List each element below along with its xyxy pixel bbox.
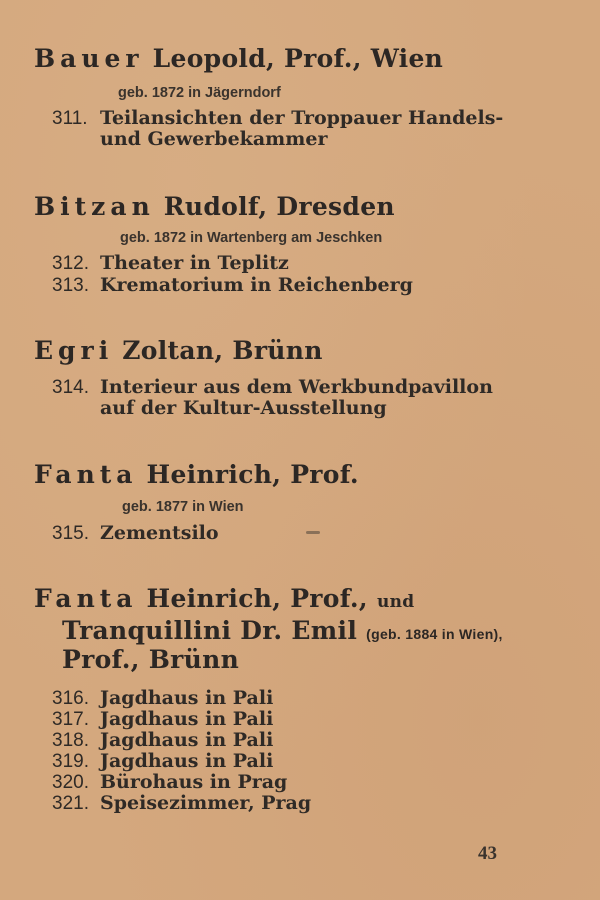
artist-heading [34, 44, 443, 73]
birth-info: geb. 1877 in Wien [122, 499, 244, 515]
work-title: Speisezimmer, Prag [100, 792, 312, 814]
artist-details: Zoltan, Brünn [122, 336, 323, 365]
work-title-continued: auf der Kultur-Ausstellung [100, 397, 387, 419]
work-item [52, 730, 273, 751]
work-number: 316. [52, 688, 89, 709]
work-title: Jagdhaus in Pali [100, 729, 274, 751]
work-number: 315. [52, 523, 89, 544]
work-title: Bürohaus in Prag [100, 771, 288, 793]
artist-heading [34, 336, 323, 365]
work-title: Jagdhaus in Pali [100, 687, 274, 709]
work-number: 317. [52, 709, 89, 730]
work-item [52, 688, 273, 709]
work-item [52, 772, 287, 793]
work-number: 313. [52, 275, 89, 296]
work-number: 312. [52, 253, 89, 274]
co-artist-title-city: Prof., Brünn [62, 645, 240, 674]
artist-surname: Fanta [34, 584, 138, 613]
birth-info: geb. 1872 in Jägerndorf [118, 85, 281, 101]
work-number: 320. [52, 772, 89, 793]
artist-heading [34, 192, 395, 221]
work-number: 321. [52, 793, 89, 814]
work-title: Zementsilo [100, 522, 219, 544]
artist-details: Heinrich, Prof. [146, 460, 359, 489]
artist-details: Rudolf, Dresden [163, 192, 395, 221]
birth-info: geb. 1872 in Wartenberg am Jeschken [120, 230, 383, 246]
artist-heading [34, 460, 359, 489]
work-title: Krematorium in Reichenberg [100, 274, 413, 296]
co-artist-birth-info: (geb. 1884 in Wien), [366, 626, 503, 642]
artist-surname: Fanta [34, 460, 138, 489]
co-artist-heading-continued [62, 645, 239, 674]
work-number: 319. [52, 751, 89, 772]
artist-heading [34, 584, 414, 613]
work-number: 318. [52, 730, 89, 751]
work-item [52, 377, 493, 419]
artist-details: Leopold, Prof., Wien [152, 44, 444, 73]
work-item [52, 709, 273, 730]
work-item [52, 793, 311, 814]
co-artist-name: Tranquillini Dr. Emil [62, 616, 358, 645]
work-title-continued: und Gewerbekammer [100, 128, 328, 150]
work-number: 311. [52, 108, 88, 129]
work-title: Theater in Teplitz [100, 252, 289, 274]
work-title: Interieur aus dem Werkbundpavillon [100, 376, 493, 398]
artist-details: Heinrich, Prof., [146, 584, 368, 613]
work-item [52, 253, 289, 274]
work-item [52, 275, 413, 296]
work-title: Jagdhaus in Pali [100, 708, 274, 730]
paper-speck [306, 531, 320, 534]
work-item [52, 108, 503, 150]
work-item [52, 751, 273, 772]
artist-surname: Bauer [34, 44, 144, 73]
page-number: 43 [478, 843, 497, 864]
work-item [52, 523, 219, 544]
work-number: 314. [52, 377, 89, 398]
work-title: Jagdhaus in Pali [100, 750, 274, 772]
co-artist-heading [62, 616, 503, 645]
conjunction: und [376, 592, 415, 612]
artist-surname: Bitzan [34, 192, 155, 221]
artist-surname: Egri [34, 336, 114, 365]
work-title: Teilansichten der Troppauer Handels- [100, 107, 504, 129]
